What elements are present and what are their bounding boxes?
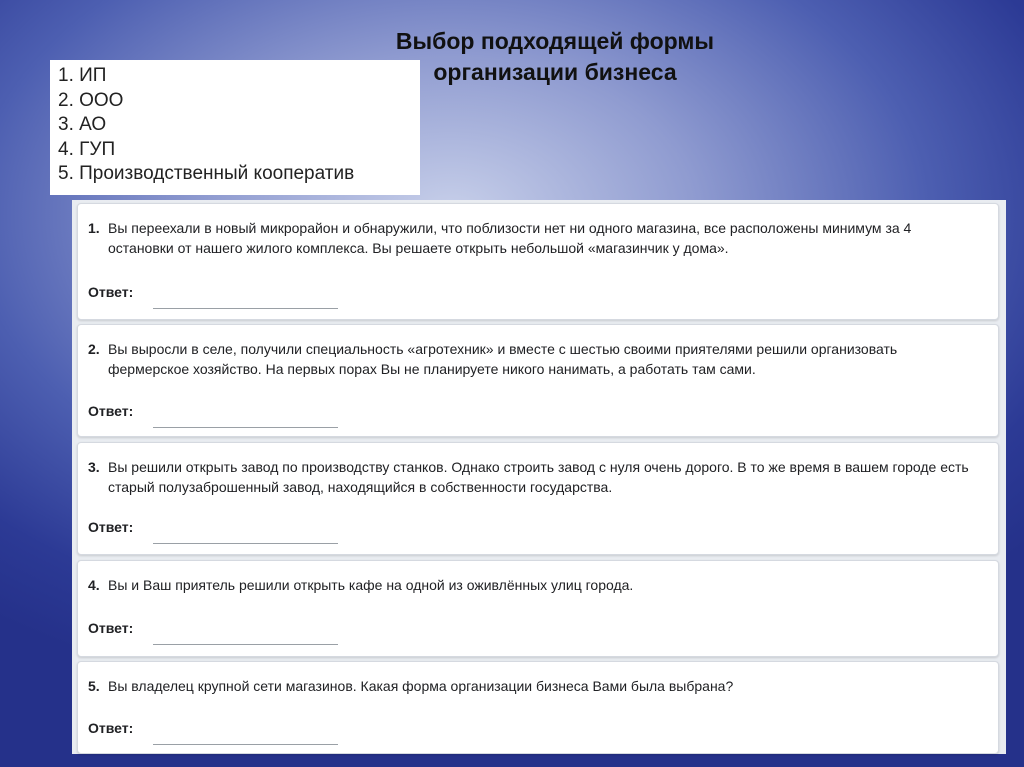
answer-label: Ответ: [88,403,134,419]
question-body: Вы владелец крупной сети магазинов. Какая форма организации бизнеса Вами была выбрана? [108,678,734,694]
question-card-4 [77,560,999,657]
answer-input-2[interactable] [153,405,338,428]
question-card-2 [77,324,999,437]
business-form-option: 5. Производственный кооператив [58,163,355,184]
answer-input-3[interactable] [153,521,338,544]
business-form-option: 2. ООО [58,89,124,111]
business-forms-list [50,60,420,195]
question-text [88,575,978,595]
business-form-option: 4. ГУП [58,138,116,160]
answer-label: Ответ: [88,620,134,636]
question-number: 3. [88,459,100,475]
answer-input-1[interactable] [153,286,338,309]
question-number: 1. [88,220,100,236]
question-text [88,457,978,497]
question-text [88,339,978,379]
answer-label: Ответ: [88,720,134,736]
slide-title-line-1: Выбор подходящей формы [395,28,715,54]
question-number: 5. [88,678,100,694]
question-text [88,218,978,258]
question-body: Вы решили открыть завод по производству станков. Однако строить завод с нуля очень дорого. В то же время в вашем городе есть старый полузаброшенный завод, находящийся в собственности государства. [108,459,969,495]
question-number: 2. [88,341,100,357]
quiz-form [72,200,1006,754]
question-body: Вы переехали в новый микрорайон и обнаружили, что поблизости нет ни одного магазина, все расположены минимум за 4 остановки от нашего жилого комплекса. Вы решаете открыть небольшой «магазинчик у дома». [108,220,912,256]
business-form-option: 1. ИП [58,65,107,86]
question-body: Вы выросли в селе, получили специальность «агротехник» и вместе с шестью своими приятелями решили организовать фермерское хозяйство. На первых порах Вы не планируете никого нанимать, а работать там сами. [108,341,898,377]
question-body: Вы и Ваш приятель решили открыть кафе на одной из оживлённых улиц города. [108,577,634,593]
question-card-5 [77,661,999,754]
answer-input-5[interactable] [153,722,338,745]
question-card-1 [77,203,999,320]
question-card-3 [77,442,999,555]
question-number: 4. [88,577,100,593]
answer-label: Ответ: [88,519,134,535]
business-form-option: 3. АО [58,114,107,135]
answer-label: Ответ: [88,284,134,300]
question-text [88,676,978,696]
slide-title-line-2: организации бизнеса [433,59,677,85]
answer-input-4[interactable] [153,622,338,645]
